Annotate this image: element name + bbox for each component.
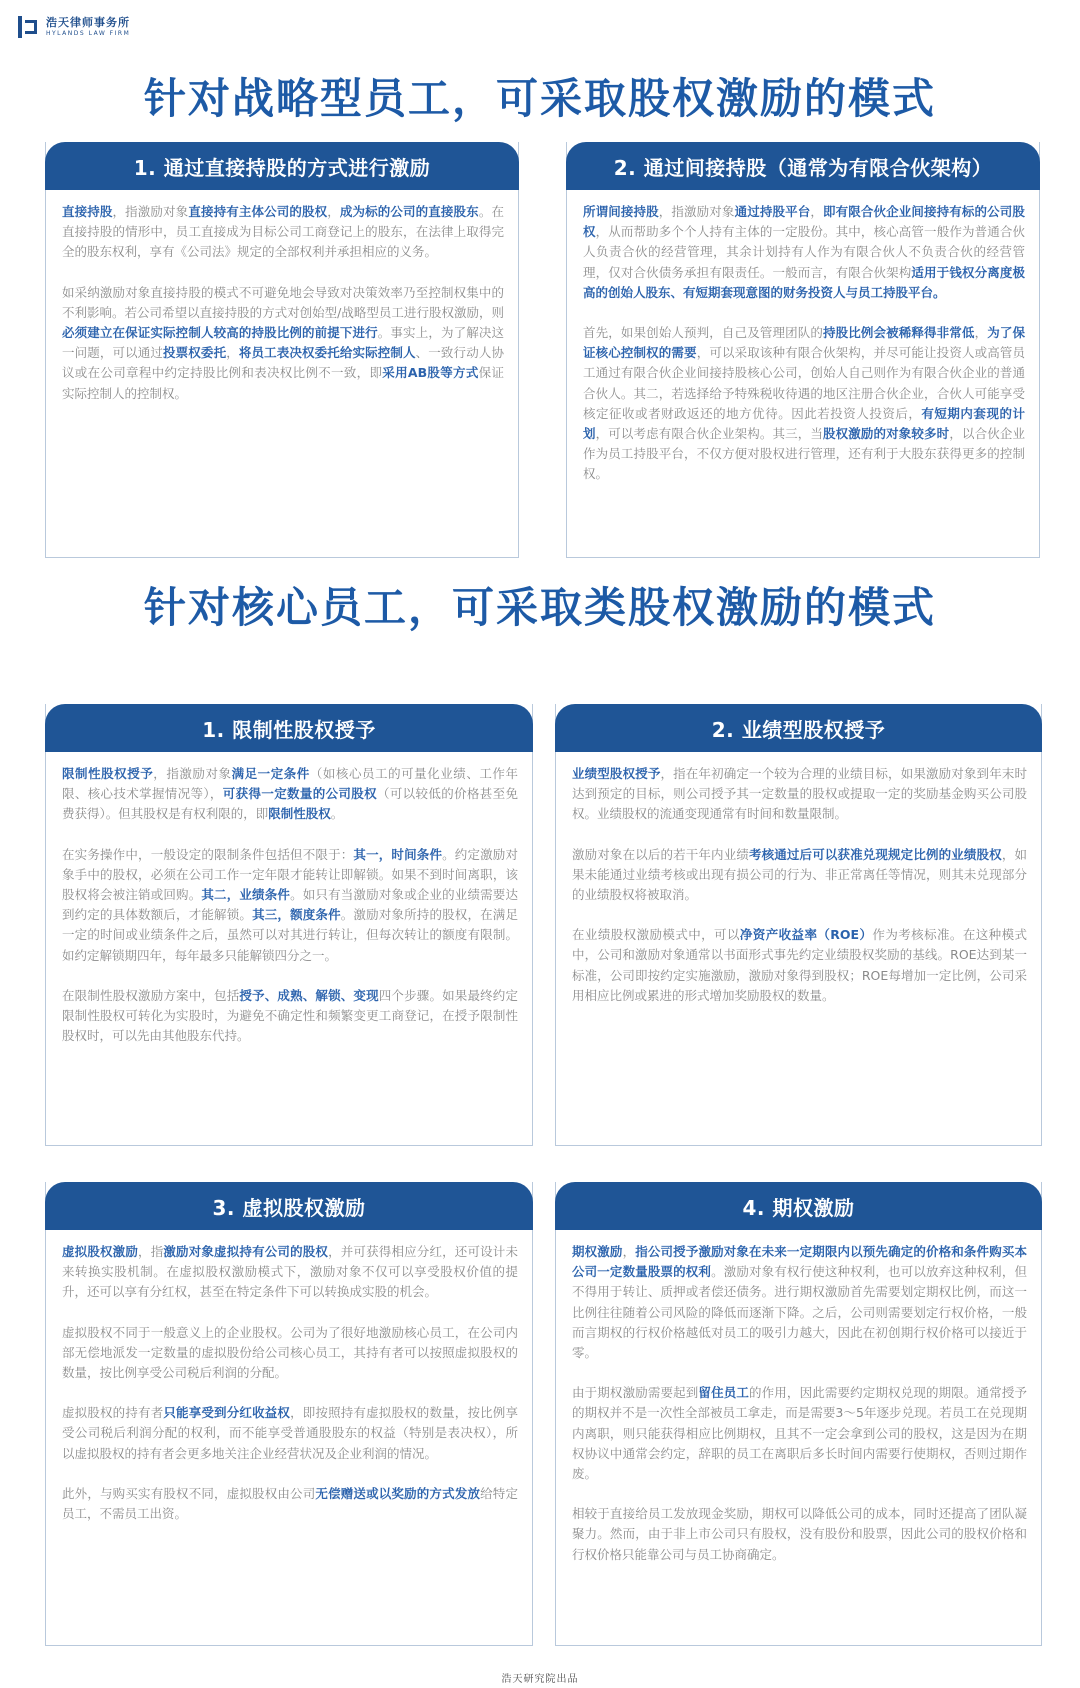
brand-name-cn: 浩天律师事务所 xyxy=(46,16,130,29)
emphasis-text: 适用于钱权分离度极高的创始人股东、有短期套现意图的财务投资人与员工持股平台。 xyxy=(583,264,1025,300)
card-restricted-equity xyxy=(45,704,533,1146)
card-paragraph: 所谓间接持股，指激励对象通过持股平台，即有限合伙企业间接持有标的公司股权，从而帮助多个个人持有主体的一定股份。其中，核心高管一般作为普通合伙人负责合伙的经营管理，其余计划持有人作为有限合伙人不负责合伙的经营管理，仅对合伙债务承担有限责任。一般而言，有限合伙架构适用于钱权分离度极高的创始人股东、有短期套现意图的财务投资人与员工持股平台。 xyxy=(583,204,1025,300)
emphasis-text: 持股比例会被稀释得非常低 xyxy=(822,325,975,341)
card-header: 4. 期权激励 xyxy=(555,1182,1042,1230)
emphasis-text: 成为标的公司的直接股东 xyxy=(339,204,479,219)
emphasis-text: 限制性股权授予 xyxy=(62,766,154,781)
footer-credit: 浩天研究院出品 xyxy=(501,1674,579,1685)
emphasis-text: 指公司授予激励对象在未来 xyxy=(635,1244,787,1259)
emphasis-text: 其三，额度条件 xyxy=(252,907,341,923)
brand-logo xyxy=(18,16,130,38)
card-paragraph: 业绩型股权授予，指在年初确定一个较为合理的业绩目标，如果激励对象到年末时达到预定的目标，则公司授予其一定数量的股权或提取一定的奖励基金购买公司股权。业绩股权的流通变现通常有时间和数量限制。 xyxy=(572,766,1027,822)
emphasis-text: 可获得一定数量的公司股权 xyxy=(222,786,377,802)
card-paragraph: 相较于直接给员工发放现金奖励，期权可以降低公司的成本，同时还提高了团队凝聚力。然而，由于非上市公司只有股权，没有股份和股票，因此公司的股权价格和行权价格只能靠公司与员工协商确定。 xyxy=(572,1506,1027,1562)
card-paragraph: 如采纳激励对象直接持股的模式不可避免地会导致对决策效率乃至控制权集中的不利影响。若公司希望以直接持股的方式对创始型/战略型员工进行股权激励，则必须建立在保证实际控制人较高的持股比例的前提下进行。事实上，为了解决这一问题，可以通过投票权委托，将员工表决权委托给实际控制人、一致行动人协议或在公司章程中约定持股比例和表决权比例不一致，即采用AB股等方式保证实际控制人的控制权。 xyxy=(62,284,504,401)
emphasis-text: 为了保证核心控制权的需要 xyxy=(583,325,1025,361)
card-body xyxy=(62,1242,518,1544)
emphasis-text: 业绩型股权授予 xyxy=(572,766,661,781)
card-body xyxy=(62,202,504,424)
emphasis-text: 授予、成熟、解锁、变现 xyxy=(239,987,379,1003)
card-paragraph: 由于期权激励需要起到留住员工的作用，因此需要约定期权兑现的期限。通常授予的期权并不是一次性全部被员工拿走，而是需要3～5年逐步兑现。若员工在兑现期内离职，则只能获得相应比例期权，且其不一定会拿到公司的股权，这是因为在期权协议中通常会约定，辞职的员工在离职后多长时间内需要行使期权，否则过期作废。 xyxy=(572,1385,1027,1482)
emphasis-text: 投票权委托 xyxy=(163,345,227,361)
card-body xyxy=(62,764,518,1066)
card-paragraph: 此外，与购买实有股权不同，虚拟股权由公司无偿赠送或以奖励的方式发放给特定员工，不需员工出资。 xyxy=(62,1485,518,1522)
card-paragraph: 限制性股权授予，指激励对象满足一定条件（如核心员工的可量化业绩、工作年限、核心技术掌握情况等），可获得一定数量的公司股权（可以较低的价格甚至免费获得）。但其股权是有权利限的，即限制性股权。 xyxy=(62,766,518,822)
section-title-core: 针对核心员工，可采取类股权激励的模式 xyxy=(143,583,936,632)
card-header: 2. 通过间接持股（通常为有限合伙架构） xyxy=(566,142,1040,190)
card-paragraph: 在实务操作中，一般设定的限制条件包括但不限于：其一，时间条件。约定激励对象手中的股权，必须在公司工作一定年限才能转让即解锁。如果不到时间离职，该股权将会被注销或回购。其二，业绩条件。如只有当激励对象或企业的业绩需要达到约定的具体数额后，才能解锁。其三，额度条件。激励对象所持的股权，在满足一定的时间或业绩条件之后，虽然可以对其进行转让，但每次转让的额度有限制。如约定解锁期四年，每年最多只能解锁四分之一。 xyxy=(62,846,518,963)
emphasis-text: 将员工表决权委托给实际控制人 xyxy=(238,345,416,361)
brand-name-en: HYLANDS LAW FIRM xyxy=(46,30,131,37)
card-paragraph: 虚拟股权不同于一般意义上的企业股权。公司为了很好地激励核心员工，在公司内部无偿地派发一定数量的虚拟股份给公司核心员工，其持有者可以按照虚拟股权的数量，按比例享受公司税后利润的分配。 xyxy=(62,1324,518,1381)
emphasis-text: 限制性股权 xyxy=(268,806,331,822)
card-paragraph: 虚拟股权的持有者只能享受到分红收益权，即按照持有虚拟股权的数量，按比例享受公司税后利润分配的权利，而不能享受普通股股东的权益（特别是表决权），所以虚拟股权的持有者会更多地关注企业经营状况及企业利润的情况。 xyxy=(62,1405,518,1461)
emphasis-text: 净资产收益率（ROE） xyxy=(739,927,873,943)
emphasis-text: 无偿赠送或以奖励的方式发放 xyxy=(315,1485,481,1501)
emphasis-text: 留住员工 xyxy=(698,1385,749,1401)
card-virtual-equity xyxy=(45,1182,533,1646)
card-header: 2. 业绩型股权授予 xyxy=(555,704,1042,752)
card-direct-holding xyxy=(45,142,519,558)
card-header: 1. 限制性股权授予 xyxy=(45,704,533,752)
card-body xyxy=(572,1242,1027,1585)
emphasis-text: 满足一定条件 xyxy=(231,766,310,781)
emphasis-text: 直接持股 xyxy=(62,204,113,219)
card-paragraph: 首先，如果创始人预判，自己及管理团队的持股比例会被稀释得非常低，为了保证核心控制权的需要，可以采取该种有限合伙架构，并尽可能让投资人或高管员工通过有限合伙企业间接持股核心公司，创始人自己则作为有限合伙企业的普通合伙人。其二，若选择给予特殊税收待遇的地区注册合伙企业，合伙人可能享受核定征收或者财政返还的地方优待。因此若投资人投资后，有短期内套现的计划，可以考虑有限合伙企业架构。其三，当股权激励的对象较多时，以合伙企业作为员工持股平台，不仅方便对股权进行管理，还有利于大股东获得更多的控制权。 xyxy=(583,325,1025,482)
card-paragraph: 在业绩股权激励模式中，可以净资产收益率（ROE）作为考核标准。在这种模式中，公司和激励对象通常以书面形式事先约定业绩股权奖励的基线。ROE达到某一标准，公司即按约定实施激励，激励对象得到股权；ROE每增加一定比例，公司采用相应比例或累进的形式增加奖励股权的数量。 xyxy=(572,927,1027,1003)
emphasis-text: 只能享受到分红收益权 xyxy=(163,1405,291,1421)
card-performance-equity xyxy=(555,704,1042,1146)
logo-icon xyxy=(18,16,40,38)
card-header: 1. 通过直接持股的方式进行激励 xyxy=(45,142,519,190)
card-paragraph: 虚拟股权激励，指激励对象虚拟持有公司的股权，并可获得相应分红，还可设计未来转换实股机制。在虚拟股权激励模式下，激励对象不仅可以享受股权价值的提升，还可以享有分红权，甚至在特定条件下可以转换成实股的机会。 xyxy=(62,1244,518,1300)
section-title-strategic: 针对战略型员工，可采取股权激励的模式 xyxy=(143,74,936,123)
card-option-incentive xyxy=(555,1182,1042,1646)
card-paragraph: 期权激励，指公司授予激励对象在未来一定期限内以预先确定的价格和条件购买本公司一定数量股票的权利。激励对象有权行使这种权利，也可以放弃这种权利，但不得用于转让、质押或者偿还债务。进行期权激励首先需要划定期权比例，而这一比例往往随着公司风险的降低而逐渐下降。之后，公司则需要划定行权价格，一般而言期权的行权价格越低对员工的吸引力越大，因此在初创期行权价格可以接近于零。 xyxy=(572,1244,1027,1361)
card-paragraph: 在限制性股权激励方案中，包括授予、成熟、解锁、变现四个步骤。如果最终约定限制性股权可转化为实股时，为避免不确定性和频繁变更工商登记，在授予限制性股权时，可以先由其他股东代持。 xyxy=(62,987,518,1044)
emphasis-text: 激励对象虚拟持有公司的股权 xyxy=(163,1244,329,1259)
emphasis-text: 采用AB股等方式 xyxy=(382,365,479,381)
emphasis-text: 所谓间接持股 xyxy=(583,204,659,219)
emphasis-text: 有短期内套现的计划 xyxy=(583,405,1025,442)
emphasis-text: 即有限合伙企业间接持有标的公司股权 xyxy=(583,204,1025,240)
emphasis-text: 通过持股平台 xyxy=(734,204,811,219)
card-indirect-holding xyxy=(566,142,1040,558)
emphasis-text: 其一，时间条件 xyxy=(353,846,443,862)
emphasis-text: 其二，业绩条件 xyxy=(201,887,291,903)
emphasis-text: 期权激励 xyxy=(572,1244,623,1259)
card-header: 3. 虚拟股权激励 xyxy=(45,1182,533,1230)
emphasis-text: 直接持有主体公司的股权 xyxy=(188,204,328,219)
card-body xyxy=(583,202,1025,505)
emphasis-text: 必须建立在保证实际控制人较高的持股比例的前提下进行 xyxy=(62,325,378,341)
emphasis-text: 一定期限内以预先确定的价格和条件购买本公司一定数量股票的权利 xyxy=(572,1244,1027,1280)
emphasis-text: 考核通过后可以获准兑现规定比例的业绩股权 xyxy=(748,846,1002,862)
card-paragraph: 激励对象在以后的若干年内业绩考核通过后可以获准兑现规定比例的业绩股权，如果未能通过业绩考核或出现有损公司的行为、非正常离任等情况，则其未兑现部分的业绩股权将被取消。 xyxy=(572,846,1027,903)
card-paragraph: 直接持股，指激励对象直接持有主体公司的股权，成为标的公司的直接股东。在直接持股的情形中，员工直接成为目标公司工商登记上的股东，在法律上取得完全的股东权利，享有《公司法》规定的全部权利并承担相应的义务。 xyxy=(62,204,504,260)
emphasis-text: 虚拟股权激励 xyxy=(62,1244,139,1259)
emphasis-text: 股权激励的对象较多时 xyxy=(823,426,950,442)
card-body xyxy=(572,764,1027,1026)
